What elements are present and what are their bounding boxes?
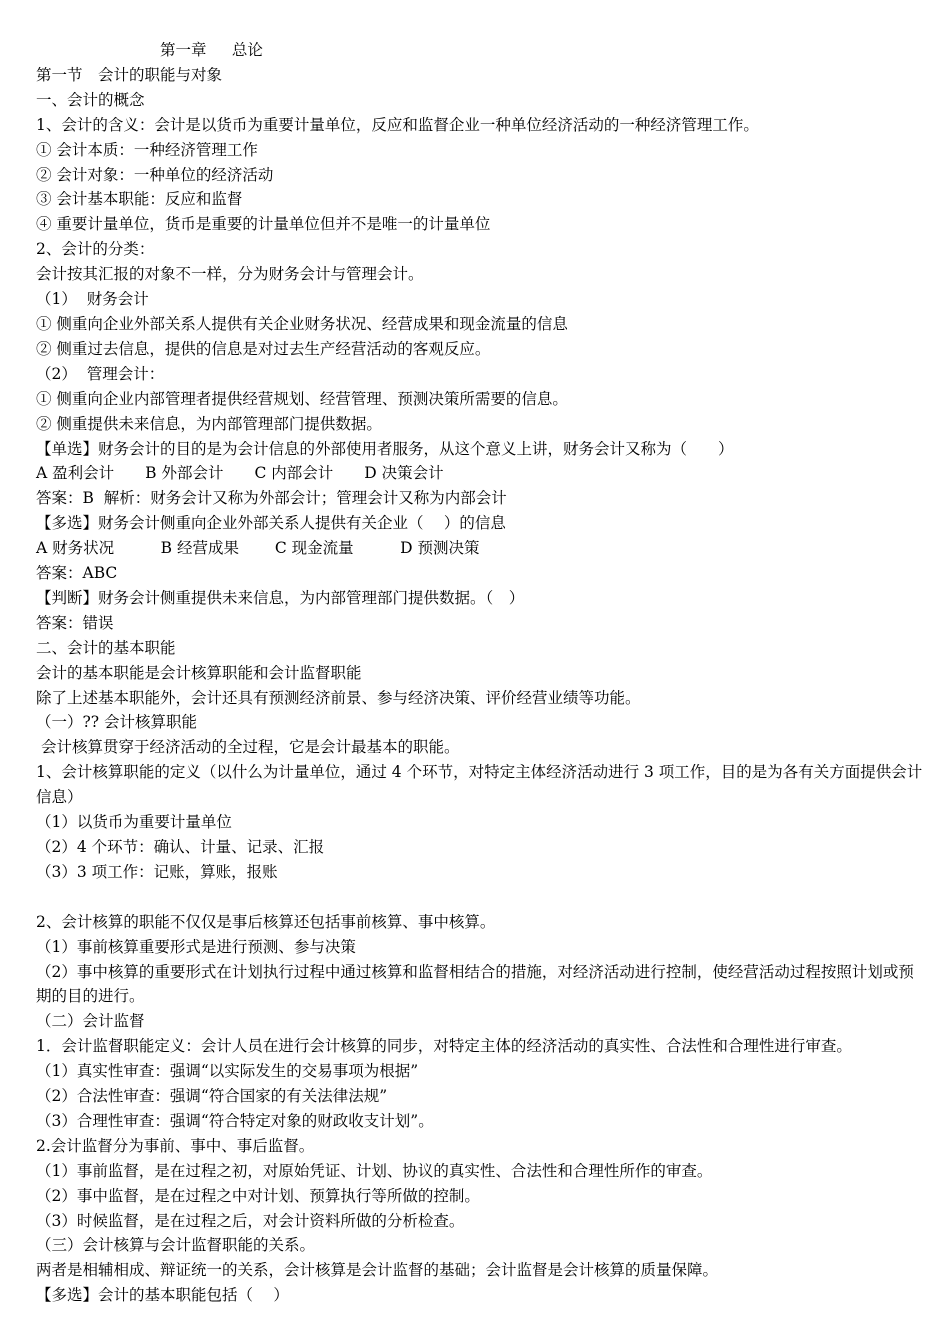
list-item: （1）事前核算重要形式是进行预测、参与决策 bbox=[36, 937, 356, 956]
paragraph: 1、会计的含义：会计是以货币为重要计量单位，反应和监督企业一种单位经济活动的一种经济管理工作。 bbox=[36, 115, 759, 134]
heading: 一、会计的概念 bbox=[36, 90, 145, 109]
paragraph: 会计的基本职能是会计核算职能和会计监督职能 bbox=[36, 663, 362, 682]
list-item: （3）合理性审查：强调“符合特定对象的财政收支计划”。 bbox=[36, 1111, 434, 1130]
question-options: A 盈利会计 B 外部会计 C 内部会计 D 决策会计 bbox=[36, 464, 444, 483]
subheading: （1） 财务会计 bbox=[36, 290, 149, 309]
list-item: （3）时候监督，是在过程之后，对会计资料所做的分析检查。 bbox=[36, 1211, 465, 1230]
question-options: A 财务状况 B 经营成果 C 现金流量 D 预测决策 bbox=[36, 539, 480, 558]
list-item: ② 侧重过去信息，提供的信息是对过去生产经营活动的客观反应。 bbox=[36, 339, 491, 358]
paragraph: 2、会计的分类： bbox=[36, 240, 155, 259]
heading: 二、会计的基本职能 bbox=[36, 638, 176, 657]
list-item: ③ 会计基本职能：反应和监督 bbox=[36, 190, 243, 209]
paragraph: 2.会计监督分为事前、事中、事后监督。 bbox=[36, 1136, 315, 1155]
list-item: ① 侧重向企业内部管理者提供经营规划、经营管理、预测决策所需要的信息。 bbox=[36, 389, 568, 408]
paragraph: 2、会计核算的职能不仅仅是事后核算还包括事前核算、事中核算。 bbox=[36, 912, 496, 931]
list-item: （1）真实性审查：强调“以实际发生的交易事项为根据” bbox=[36, 1062, 419, 1081]
question: 【判断】财务会计侧重提供未来信息，为内部管理部门提供数据。（ ） bbox=[36, 588, 525, 607]
list-item: （2）合法性审查：强调“符合国家的有关法律法规” bbox=[36, 1087, 388, 1106]
blank-line bbox=[36, 885, 928, 910]
list-item: （2）4 个环节：确认、计量、记录、汇报 bbox=[36, 838, 325, 856]
paragraph: 1、会计核算职能的定义（以什么为计量单位，通过 4 个环节，对特定主体经济活动进行 3 项工作，目的是为各有关方面提供会计信息） bbox=[36, 763, 923, 807]
list-item: （1）以货币为重要计量单位 bbox=[36, 813, 232, 832]
list-item: ② 侧重提供未来信息，为内部管理部门提供数据。 bbox=[36, 414, 382, 433]
subheading: （三）会计核算与会计监督职能的关系。 bbox=[36, 1236, 316, 1255]
paragraph: 除了上述基本职能外，会计还具有预测经济前景、参与经济决策、评价经营业绩等功能。 bbox=[36, 688, 641, 707]
answer: 答案：ABC bbox=[36, 564, 118, 583]
list-item: （2）事中核算的重要形式在计划执行过程中通过核算和监督相结合的措施，对经济活动进行控制，使经营活动过程按照计划或预期的目的进行。 bbox=[36, 962, 914, 1006]
question: 【多选】会计的基本职能包括（ ） bbox=[36, 1286, 289, 1305]
subheading: （一）?? 会计核算职能 bbox=[36, 713, 198, 732]
answer: 答案：错误 bbox=[36, 613, 114, 632]
paragraph: 会计核算贯穿于经济活动的全过程，它是会计最基本的职能。 bbox=[36, 738, 460, 757]
list-item: ① 侧重向企业外部关系人提供有关企业财务状况、经营成果和现金流量的信息 bbox=[36, 314, 568, 333]
paragraph: 两者是相辅相成、辩证统一的关系，会计核算是会计监督的基础；会计监督是会计核算的质量保障。 bbox=[36, 1261, 719, 1280]
chapter-title: 第一章 总论 bbox=[160, 41, 263, 59]
subheading: （二）会计监督 bbox=[36, 1012, 145, 1031]
paragraph: 1．会计监督职能定义：会计人员在进行会计核算的同步，对特定主体的经济活动的真实性、合法性和合理性进行审查。 bbox=[36, 1037, 852, 1056]
question: 【单选】财务会计的目的是为会计信息的外部使用者服务，从这个意义上讲，财务会计又称为（ ） bbox=[36, 439, 734, 458]
paragraph: 会计按其汇报的对象不一样，分为财务会计与管理会计。 bbox=[36, 265, 424, 284]
subheading: （2） 管理会计： bbox=[36, 364, 165, 383]
list-item: ④ 重要计量单位，货币是重要的计量单位但并不是唯一的计量单位 bbox=[36, 215, 491, 234]
list-item: （1）事前监督，是在过程之初，对原始凭证、计划、协议的真实性、合法性和合理性所作的审查。 bbox=[36, 1161, 713, 1180]
list-item: ① 会计本质：一种经济管理工作 bbox=[36, 140, 258, 159]
list-item: ② 会计对象：一种单位的经济活动 bbox=[36, 165, 274, 184]
answer: 答案：B 解析：财务会计又称为外部会计；管理会计又称为内部会计 bbox=[36, 489, 507, 508]
question: 【多选】财务会计侧重向企业外部关系人提供有关企业（ ）的信息 bbox=[36, 514, 506, 533]
section-title: 第一节 会计的职能与对象 bbox=[36, 65, 223, 84]
list-item: （3）3 项工作：记账，算账，报账 bbox=[36, 862, 278, 881]
list-item: （2）事中监督，是在过程之中对计划、预算执行等所做的控制。 bbox=[36, 1186, 480, 1205]
